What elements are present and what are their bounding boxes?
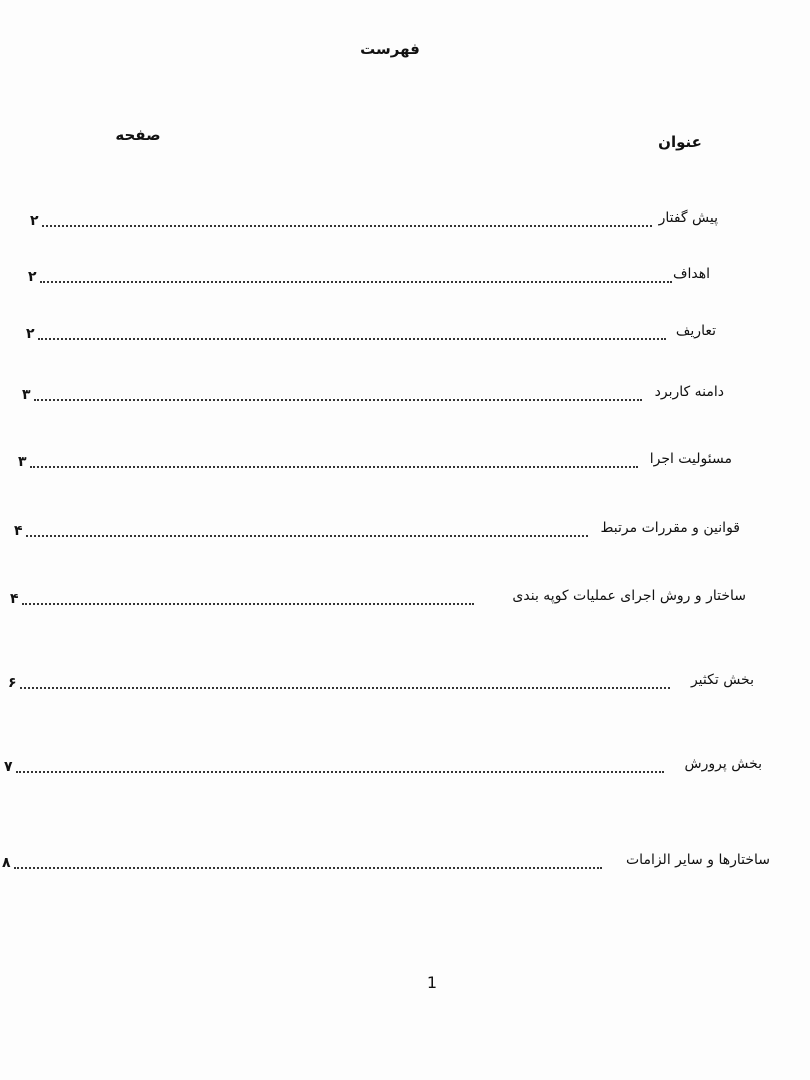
toc-entry-title: بخش پرورش (684, 756, 762, 772)
dot-leader (30, 466, 638, 468)
dot-leader (22, 603, 474, 605)
toc-page-number: ۶ (8, 675, 17, 691)
toc-entry-title: اهداف (672, 266, 710, 282)
toc-page-number: ۳ (18, 454, 27, 470)
toc-row (4, 748, 762, 778)
toc-page-number: ۸ (2, 855, 11, 871)
dot-leader (14, 867, 602, 869)
toc-row (26, 315, 716, 345)
toc-entry-title: ساختار و روش اجرای عملیات کوپه بندی (512, 588, 746, 604)
toc-page-number: ۷ (4, 759, 13, 775)
toc-heading: فهرست (360, 40, 420, 58)
toc-entry-title: قوانین و مقررات مرتبط (600, 520, 740, 536)
toc-page-number: ۲ (26, 326, 35, 342)
toc-row (28, 258, 710, 288)
toc-page-number: ۲ (30, 213, 39, 229)
dot-leader (34, 399, 642, 401)
dot-leader (16, 771, 664, 773)
footer-page-number: 1 (426, 973, 438, 992)
toc-page-number: ۲ (28, 269, 37, 285)
dot-leader (20, 687, 670, 689)
toc-entry-title: ساختارها و سایر الزامات (626, 852, 770, 868)
toc-row (10, 580, 746, 610)
dot-leader (42, 225, 652, 227)
toc-entry-title: پیش گفتار (658, 210, 718, 226)
dot-leader (40, 281, 672, 283)
toc-page-number: ۴ (10, 591, 19, 607)
toc-row (8, 664, 754, 694)
dot-leader (38, 338, 666, 340)
column-page-label: صفحه (115, 126, 161, 144)
toc-entry-title: بخش تکثیر (690, 672, 754, 688)
toc-row (18, 443, 732, 473)
toc-row (2, 844, 770, 874)
toc-row (14, 512, 740, 542)
toc-row (22, 376, 724, 406)
toc-entry-title: تعاریف (675, 323, 716, 339)
toc-entry-title: مسئولیت اجرا (649, 451, 732, 467)
toc-page-number: ۴ (14, 523, 23, 539)
dot-leader (26, 535, 588, 537)
toc-row (30, 202, 718, 232)
column-title-label: عنوان (658, 133, 702, 151)
toc-entry-title: دامنه کاربرد (654, 384, 724, 400)
toc-page-number: ۳ (22, 387, 31, 403)
